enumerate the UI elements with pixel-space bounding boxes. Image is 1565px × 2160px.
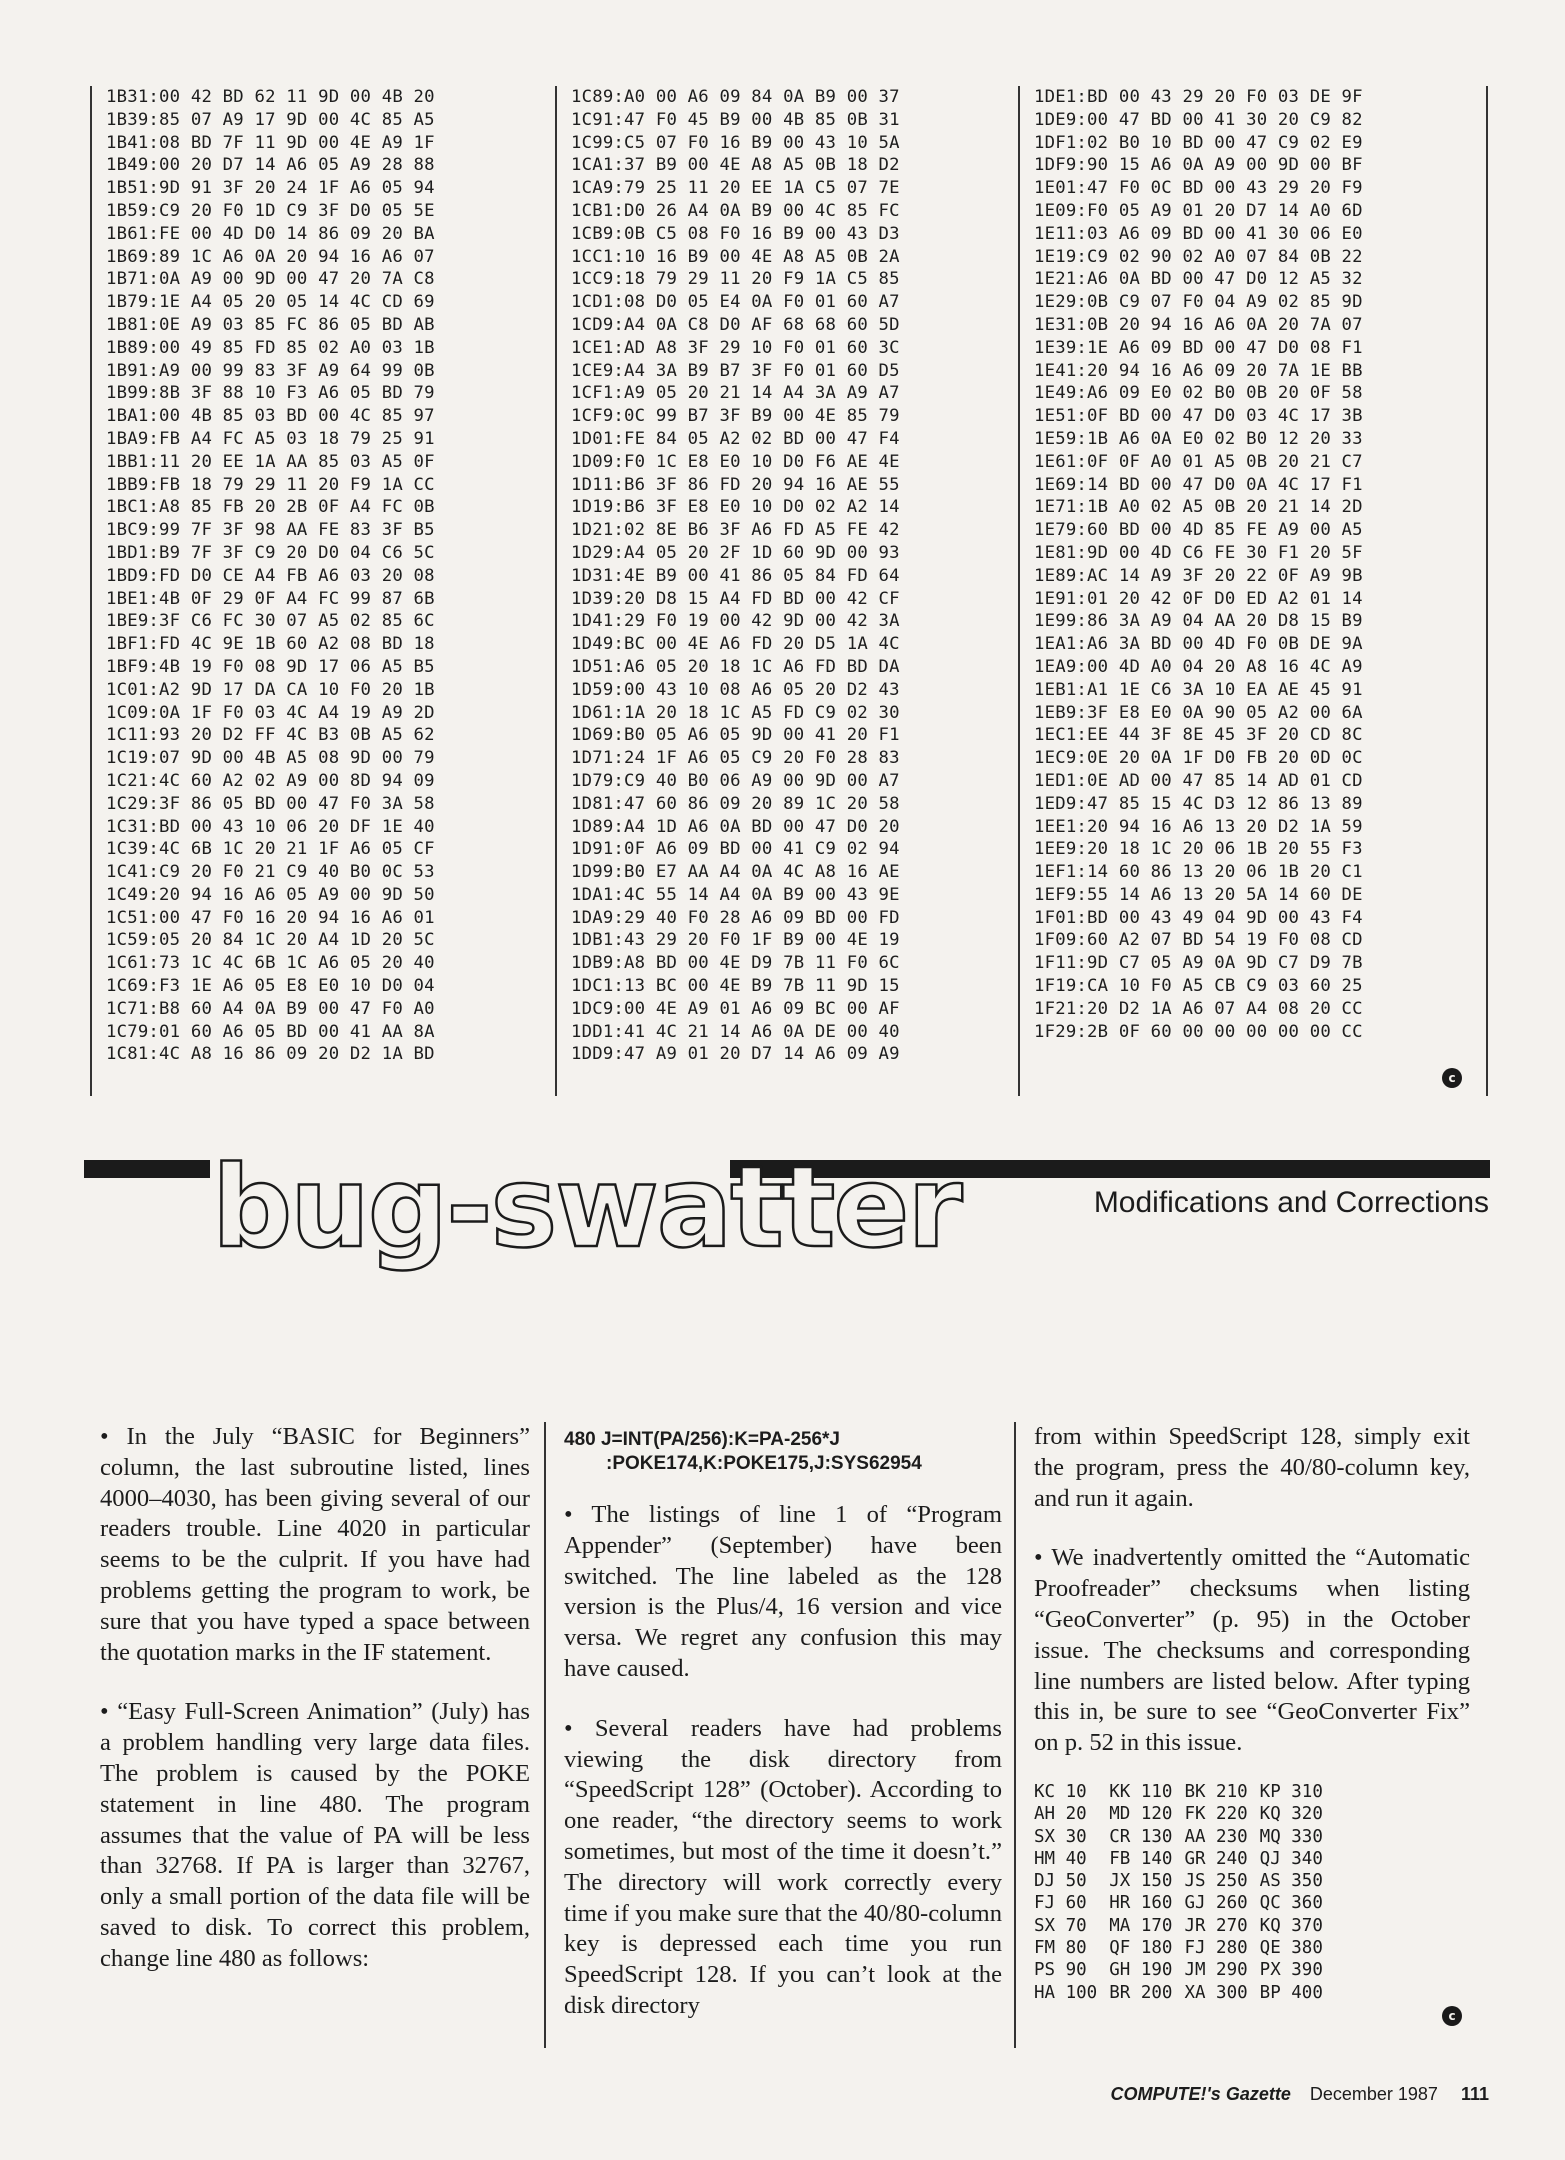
- checksum-entry: KK 110: [1109, 1781, 1173, 1802]
- checksum-entry: MD 120: [1109, 1804, 1173, 1825]
- checksum-entry: SX 70: [1034, 1915, 1087, 1936]
- hex-listing-line: 1BC9:99 7F 3F 98 AA FE 83 3F B5: [106, 520, 435, 541]
- hex-listing-line: 1C01:A2 9D 17 DA CA 10 F0 20 1B: [106, 679, 435, 700]
- speedscript-correction: • Several readers have had problems viewing the disk directory from “SpeedScript 128” (October). According to one reader, “the directory seems to work sometimes, but most of the time it doesn’t.” The directory will work correctly every time if you make sure that the 40/80-column key is depressed each time you run SpeedScript 128. If you can’t look at the disk directory: [564, 1714, 1002, 2019]
- hex-listing-line: 1C69:F3 1E A6 05 E8 E0 10 D0 04: [106, 976, 435, 997]
- hex-listing-line: 1ED9:47 85 15 4C D3 12 86 13 89: [1034, 793, 1363, 814]
- hex-listing-line: 1D71:24 1F A6 05 C9 20 F0 28 83: [571, 748, 900, 769]
- hex-listing-line: 1C91:47 F0 45 B9 00 4B 85 0B 31: [571, 109, 900, 130]
- hex-listing-line: 1BC1:A8 85 FB 20 2B 0F A4 FC 0B: [106, 497, 435, 518]
- hex-listing-line: 1C19:07 9D 00 4B A5 08 9D 00 79: [106, 748, 435, 769]
- hex-listing-line: 1D21:02 8E B6 3F A6 FD A5 FE 42: [571, 520, 900, 541]
- hex-listing-column-3: [1018, 86, 1488, 1096]
- hex-listing-line: 1F21:20 D2 1A A6 07 A4 08 20 CC: [1034, 998, 1363, 1019]
- hex-listing-line: 1CC1:10 16 B9 00 4E A8 A5 0B 2A: [571, 246, 900, 267]
- hex-listing-line: 1C71:B8 60 A4 0A B9 00 47 F0 A0: [106, 998, 435, 1019]
- hex-listing-line: 1D49:BC 00 4E A6 FD 20 D5 1A 4C: [571, 634, 900, 655]
- checksum-entry: KQ 320: [1259, 1804, 1323, 1825]
- hex-listing-line: 1BB1:11 20 EE 1A AA 85 03 A5 0F: [106, 451, 435, 472]
- hex-listing-line: 1E29:0B C9 07 F0 04 A9 02 85 9D: [1034, 292, 1363, 313]
- checksum-entry: QC 360: [1259, 1893, 1323, 1914]
- hex-listing-line: 1CB1:D0 26 A4 0A B9 00 4C 85 FC: [571, 200, 900, 221]
- hex-listing-line: 1B61:FE 00 4D D0 14 86 09 20 BA: [106, 223, 435, 244]
- hex-listing-line: 1B51:9D 91 3F 20 24 1F A6 05 94: [106, 178, 435, 199]
- hex-listing-line: 1C29:3F 86 05 BD 00 47 F0 3A 58: [106, 793, 435, 814]
- hex-listing-line: 1BD9:FD D0 CE A4 FB A6 03 20 08: [106, 565, 435, 586]
- hex-listing-line: 1CA9:79 25 11 20 EE 1A C5 07 7E: [571, 178, 900, 199]
- hex-listing-line: 1D09:F0 1C E8 E0 10 D0 F6 AE 4E: [571, 451, 900, 472]
- hex-listing-line: 1F01:BD 00 43 49 04 9D 00 43 F4: [1034, 907, 1363, 928]
- hex-listing-line: 1B69:89 1C A6 0A 20 94 16 A6 07: [106, 246, 435, 267]
- checksum-entry: FJ 280: [1184, 1938, 1248, 1959]
- hex-listing-line: 1E61:0F 0F A0 01 A5 0B 20 21 C7: [1034, 451, 1363, 472]
- hex-listing-line: 1D89:A4 1D A6 0A BD 00 47 D0 20: [571, 816, 900, 837]
- hex-listing-line: 1E09:F0 05 A9 01 20 D7 14 A0 6D: [1034, 200, 1363, 221]
- hex-listing-line: 1E91:01 20 42 0F D0 ED A2 01 14: [1034, 588, 1363, 609]
- hex-listing-line: 1DF9:90 15 A6 0A A9 00 9D 00 BF: [1034, 155, 1363, 176]
- hex-listing-line: 1C11:93 20 D2 FF 4C B3 0B A5 62: [106, 725, 435, 746]
- text-column-1: [100, 1422, 546, 2048]
- hex-listing-line: 1BB9:FB 18 79 29 11 20 F9 1A CC: [106, 474, 435, 495]
- hex-listing-line: 1D61:1A 20 18 1C A5 FD C9 02 30: [571, 702, 900, 723]
- hex-listing-line: 1BE1:4B 0F 29 0F A4 FC 99 87 6B: [106, 588, 435, 609]
- hex-listing-line: 1C99:C5 07 F0 16 B9 00 43 10 5A: [571, 132, 900, 153]
- text-column-3: [1034, 1422, 1470, 2048]
- hex-listing-line: 1EC1:EE 44 3F 8E 45 3F 20 CD 8C: [1034, 725, 1363, 746]
- checksum-entry: AA 230: [1184, 1826, 1248, 1847]
- checksum-entry: MA 170: [1109, 1915, 1173, 1936]
- hex-listing-line: 1D91:0F A6 09 BD 00 41 C9 02 94: [571, 839, 900, 860]
- checksum-entry: PX 390: [1259, 1960, 1323, 1981]
- page-number: 111: [1460, 2084, 1489, 2104]
- hex-listing-line: 1D51:A6 05 20 18 1C A6 FD BD DA: [571, 656, 900, 677]
- hex-listing-column-1: [90, 86, 550, 1096]
- animation-correction: • “Easy Full-Screen Animation” (July) has a problem handling very large data files. The problem is caused by the POKE statement in line 480. The program assumes that the value of PA will be less than 32768. If PA is larger than 32767, only a small portion of the data file will be saved to disk. To correct this problem, change line 480 as follows:: [100, 1698, 530, 1972]
- hex-listing-line: 1DA1:4C 55 14 A4 0A B9 00 43 9E: [571, 884, 900, 905]
- hex-listing-line: 1C59:05 20 84 1C 20 A4 1D 20 5C: [106, 930, 435, 951]
- checksum-row: [1034, 1915, 1335, 1937]
- program-appender-correction: • The listings of line 1 of “Program Appender” (September) have been switched. The line labeled as the 128 version is the Plus/4, 16 version and vice versa. We regret any confusion this may have caused.: [564, 1501, 1002, 1682]
- checksum-row: [1034, 1803, 1335, 1825]
- hex-listing-line: 1C31:BD 00 43 10 06 20 DF 1E 40: [106, 816, 435, 837]
- checksum-row: [1034, 1892, 1335, 1914]
- hex-listing-line: 1DF1:02 B0 10 BD 00 47 C9 02 E9: [1034, 132, 1363, 153]
- checksum-entry: HA 100: [1034, 1982, 1098, 2003]
- hex-listing-line: 1CB9:0B C5 08 F0 16 B9 00 43 D3: [571, 223, 900, 244]
- hex-listing-line: 1CF1:A9 05 20 21 14 A4 3A A9 A7: [571, 383, 900, 404]
- checksum-entry: JR 270: [1184, 1915, 1248, 1936]
- hex-listing-line: 1B49:00 20 D7 14 A6 05 A9 28 88: [106, 155, 435, 176]
- hex-listing-line: 1F11:9D C7 05 A9 0A 9D C7 D9 7B: [1034, 953, 1363, 974]
- hex-listing-line: 1CE1:AD A8 3F 29 10 F0 01 60 3C: [571, 337, 900, 358]
- checksum-entry: BK 210: [1184, 1781, 1248, 1802]
- hex-listing-line: 1F19:CA 10 F0 A5 CB C9 03 60 25: [1034, 976, 1363, 997]
- checksum-entry: PS 90: [1034, 1960, 1087, 1981]
- hex-listing-line: 1E71:1B A0 02 A5 0B 20 21 14 2D: [1034, 497, 1363, 518]
- code-line-480-part1: 480 J=INT(PA/256):K=PA-256*J: [564, 1429, 840, 1450]
- hex-listing-line: 1E11:03 A6 09 BD 00 41 30 06 E0: [1034, 223, 1363, 244]
- hex-listing-line: 1E51:0F BD 00 47 D0 03 4C 17 3B: [1034, 406, 1363, 427]
- hex-listing-line: 1C79:01 60 A6 05 BD 00 41 AA 8A: [106, 1021, 435, 1042]
- checksum-row: [1034, 1959, 1335, 1981]
- hex-listing-line: 1BF1:FD 4C 9E 1B 60 A2 08 BD 18: [106, 634, 435, 655]
- hex-listing-line: 1E31:0B 20 94 16 A6 0A 20 7A 07: [1034, 314, 1363, 335]
- hex-listing-line: 1EC9:0E 20 0A 1F D0 FB 20 0D 0C: [1034, 748, 1363, 769]
- bug-swatter-logo: bug-swatter: [212, 1143, 961, 1273]
- checksum-row: [1034, 1870, 1335, 1892]
- hex-listing-line: 1B89:00 49 85 FD 85 02 A0 03 1B: [106, 337, 435, 358]
- hex-listing-line: 1DB9:A8 BD 00 4E D9 7B 11 F0 6C: [571, 953, 900, 974]
- checksum-entry: GR 240: [1184, 1848, 1248, 1869]
- hex-listing-line: 1D39:20 D8 15 A4 FD BD 00 42 CF: [571, 588, 900, 609]
- hex-listing-line: 1B81:0E A9 03 85 FC 86 05 BD AB: [106, 314, 435, 335]
- checksum-row: [1034, 1848, 1335, 1870]
- hex-listing-line: 1D41:29 F0 19 00 42 9D 00 42 3A: [571, 611, 900, 632]
- hex-listing-line: 1D19:B6 3F E8 E0 10 D0 02 A2 14: [571, 497, 900, 518]
- checksum-row: [1034, 1826, 1335, 1848]
- hex-listing-line: 1D29:A4 05 20 2F 1D 60 9D 00 93: [571, 542, 900, 563]
- checksum-entry: JX 150: [1109, 1871, 1173, 1892]
- hex-listing-line: 1C41:C9 20 F0 21 C9 40 B0 0C 53: [106, 862, 435, 883]
- hex-listing-line: 1D59:00 43 10 08 A6 05 20 D2 43: [571, 679, 900, 700]
- hex-listing-line: 1DE1:BD 00 43 29 20 F0 03 DE 9F: [1034, 87, 1363, 107]
- hex-listing-line: 1CC9:18 79 29 11 20 F9 1A C5 85: [571, 269, 900, 290]
- checksum-entry: JM 290: [1184, 1960, 1248, 1981]
- checksum-entry: JS 250: [1184, 1871, 1248, 1892]
- checksum-entry: KP 310: [1259, 1781, 1323, 1802]
- hex-listing-line: 1BE9:3F C6 FC 30 07 A5 02 85 6C: [106, 611, 435, 632]
- speedscript-continued: from within SpeedScript 128, simply exit the program, press the 40/80-column key, and run it again.: [1034, 1423, 1470, 1512]
- hex-listing-line: 1D81:47 60 86 09 20 89 1C 20 58: [571, 793, 900, 814]
- checksum-entry: DJ 50: [1034, 1871, 1087, 1892]
- hex-listing-line: 1BA1:00 4B 85 03 BD 00 4C 85 97: [106, 406, 435, 427]
- hex-listing-line: 1E69:14 BD 00 47 D0 0A 4C 17 F1: [1034, 474, 1363, 495]
- checksum-entry: AS 350: [1259, 1871, 1323, 1892]
- hex-listing-line: 1DD1:41 4C 21 14 A6 0A DE 00 40: [571, 1021, 900, 1042]
- hex-listing-line: 1B79:1E A4 05 20 05 14 4C CD 69: [106, 292, 435, 313]
- hex-listing-line: 1E21:A6 0A BD 00 47 D0 12 A5 32: [1034, 269, 1363, 290]
- hex-listing-line: 1D99:B0 E7 AA A4 0A 4C A8 16 AE: [571, 862, 900, 883]
- checksum-entry: CR 130: [1109, 1826, 1173, 1847]
- hex-listing-line: 1DD9:47 A9 01 20 D7 14 A6 09 A9: [571, 1044, 900, 1065]
- checksum-row: [1034, 1982, 1335, 2004]
- hex-listing-line: 1B71:0A A9 00 9D 00 47 20 7A C8: [106, 269, 435, 290]
- hex-listing-line: 1DE9:00 47 BD 00 41 30 20 C9 82: [1034, 109, 1363, 130]
- hex-listing-line: 1B99:8B 3F 88 10 F3 A6 05 BD 79: [106, 383, 435, 404]
- hex-listing-line: 1E79:60 BD 00 4D 85 FE A9 00 A5: [1034, 520, 1363, 541]
- hex-listing-line: 1C81:4C A8 16 86 09 20 D2 1A BD: [106, 1044, 435, 1065]
- basic-for-beginners-correction: • In the July “BASIC for Beginners” column, the last subroutine listed, lines 4000–4030, has been giving several of our readers trouble. Line 4020 in particular seems to be the culprit. If you have had problems getting the program to work, be sure that you have typed a space between the quotation marks in the IF statement.: [100, 1423, 530, 1666]
- hex-listing-line: 1C49:20 94 16 A6 05 A9 00 9D 50: [106, 884, 435, 905]
- checksum-entry: FJ 60: [1034, 1893, 1087, 1914]
- hex-listing-line: 1B39:85 07 A9 17 9D 00 4C 85 A5: [106, 109, 435, 130]
- checksum-table: [1034, 1781, 1335, 2004]
- hex-listing-line: 1E81:9D 00 4D C6 FE 30 F1 20 5F: [1034, 542, 1363, 563]
- hex-listing-line: 1BD1:B9 7F 3F C9 20 D0 04 C6 5C: [106, 542, 435, 563]
- hex-listing-line: 1DA9:29 40 F0 28 A6 09 BD 00 FD: [571, 907, 900, 928]
- hex-listing-line: 1DC1:13 BC 00 4E B9 7B 11 9D 15: [571, 976, 900, 997]
- hex-listing-line: 1C89:A0 00 A6 09 84 0A B9 00 37: [571, 87, 900, 107]
- checksum-entry: FK 220: [1184, 1804, 1248, 1825]
- geoconverter-correction: • We inadvertently omitted the “Automatic Proofreader” checksums when listing “GeoConverter” (p. 95) in the October issue. The checksums and corresponding line numbers are listed below. After typing this in, be sure to see “GeoConverter Fix” on p. 52 in this issue.: [1034, 1544, 1470, 1757]
- hex-listing-line: 1DC9:00 4E A9 01 A6 09 BC 00 AF: [571, 998, 900, 1019]
- issue-date: December 1987: [1309, 2084, 1438, 2104]
- hex-listing-line: 1F29:2B 0F 60 00 00 00 00 00 CC: [1034, 1021, 1363, 1042]
- hex-listing-line: 1C39:4C 6B 1C 20 21 1F A6 05 CF: [106, 839, 435, 860]
- hex-listing-line: 1EF1:14 60 86 13 20 06 1B 20 C1: [1034, 862, 1363, 883]
- checksum-entry: XA 300: [1184, 1982, 1248, 2003]
- hex-listing-line: 1F09:60 A2 07 BD 54 19 F0 08 CD: [1034, 930, 1363, 951]
- hex-listing-line: 1E49:A6 09 E0 02 B0 0B 20 0F 58: [1034, 383, 1363, 404]
- hex-listing-line: 1D79:C9 40 B0 06 A9 00 9D 00 A7: [571, 770, 900, 791]
- hex-listing-line: 1EB1:A1 1E C6 3A 10 EA AE 45 91: [1034, 679, 1363, 700]
- page-footer: [1111, 2084, 1489, 2105]
- hex-listing-line: 1EF9:55 14 A6 13 20 5A 14 60 DE: [1034, 884, 1363, 905]
- hex-listing-line: 1BA9:FB A4 FC A5 03 18 79 25 91: [106, 428, 435, 449]
- hex-listing-line: 1E01:47 F0 0C BD 00 43 29 20 F9: [1034, 178, 1363, 199]
- checksum-entry: FM 80: [1034, 1938, 1087, 1959]
- checksum-entry: SX 30: [1034, 1826, 1087, 1847]
- hex-listing-line: 1C09:0A 1F F0 03 4C A4 19 A9 2D: [106, 702, 435, 723]
- hex-listing-line: 1C51:00 47 F0 16 20 94 16 A6 01: [106, 907, 435, 928]
- end-of-article-icon: c: [1442, 2006, 1462, 2026]
- hex-listing-line: 1E59:1B A6 0A E0 02 B0 12 20 33: [1034, 428, 1363, 449]
- checksum-entry: HR 160: [1109, 1893, 1173, 1914]
- checksum-entry: GH 190: [1109, 1960, 1173, 1981]
- hex-listing-column-2: [555, 86, 1015, 1096]
- checksum-entry: BR 200: [1109, 1982, 1173, 2003]
- hex-listing-line: 1CA1:37 B9 00 4E A8 A5 0B 18 D2: [571, 155, 900, 176]
- hex-listing-line: 1E41:20 94 16 A6 09 20 7A 1E BB: [1034, 360, 1363, 381]
- magazine-name: COMPUTE!'s Gazette: [1110, 2084, 1291, 2104]
- hex-listing-line: 1CD9:A4 0A C8 D0 AF 68 68 60 5D: [571, 314, 900, 335]
- hex-listing-line: 1CD1:08 D0 05 E4 0A F0 01 60 A7: [571, 292, 900, 313]
- code-line-480-part2: :POKE174,K:POKE175,J:SYS62954: [606, 1453, 922, 1474]
- hex-listing-line: 1CF9:0C 99 B7 3F B9 00 4E 85 79: [571, 406, 900, 427]
- hex-listing-line: 1D31:4E B9 00 41 86 05 84 FD 64: [571, 565, 900, 586]
- end-of-listing-icon: c: [1442, 1068, 1462, 1088]
- hex-listing-line: 1CE9:A4 3A B9 B7 3F F0 01 60 D5: [571, 360, 900, 381]
- hex-listing-line: 1ED1:0E AD 00 47 85 14 AD 01 CD: [1034, 770, 1363, 791]
- checksum-row: [1034, 1781, 1335, 1803]
- checksum-entry: MQ 330: [1259, 1826, 1323, 1847]
- hex-listing-line: 1E89:AC 14 A9 3F 20 22 0F A9 9B: [1034, 565, 1363, 586]
- checksum-entry: GJ 260: [1184, 1893, 1248, 1914]
- hex-listing-line: 1E99:86 3A A9 04 AA 20 D8 15 B9: [1034, 611, 1363, 632]
- checksum-entry: QJ 340: [1259, 1848, 1323, 1869]
- banner-subtitle: Modifications and Corrections: [1093, 1186, 1489, 1219]
- checksum-entry: QF 180: [1109, 1938, 1173, 1959]
- checksum-entry: QE 380: [1259, 1938, 1323, 1959]
- hex-listing-line: 1BF9:4B 19 F0 08 9D 17 06 A5 B5: [106, 656, 435, 677]
- hex-listing-line: 1C21:4C 60 A2 02 A9 00 8D 94 09: [106, 770, 435, 791]
- hex-listing-line: 1D01:FE 84 05 A2 02 BD 00 47 F4: [571, 428, 900, 449]
- checksum-entry: KQ 370: [1259, 1915, 1323, 1936]
- hex-listing-line: 1EA1:A6 3A BD 00 4D F0 0B DE 9A: [1034, 634, 1363, 655]
- hex-listing-line: 1EE1:20 94 16 A6 13 20 D2 1A 59: [1034, 816, 1363, 837]
- hex-listing-line: 1B41:08 BD 7F 11 9D 00 4E A9 1F: [106, 132, 435, 153]
- checksum-row: [1034, 1937, 1335, 1959]
- hex-listing-line: 1EE9:20 18 1C 20 06 1B 20 55 F3: [1034, 839, 1363, 860]
- hex-listing-line: 1EA9:00 4D A0 04 20 A8 16 4C A9: [1034, 656, 1363, 677]
- code-line-480: [564, 1428, 1002, 1476]
- checksum-entry: AH 20: [1034, 1804, 1087, 1825]
- text-column-2: [564, 1422, 1016, 2048]
- hex-listing-line: 1EB9:3F E8 E0 0A 90 05 A2 00 6A: [1034, 702, 1363, 723]
- hex-listing-line: 1B59:C9 20 F0 1D C9 3F D0 05 5E: [106, 200, 435, 221]
- hex-listing-line: 1C61:73 1C 4C 6B 1C A6 05 20 40: [106, 953, 435, 974]
- hex-listing-line: 1B91:A9 00 99 83 3F A9 64 99 0B: [106, 360, 435, 381]
- hex-listing-line: 1DB1:43 29 20 F0 1F B9 00 4E 19: [571, 930, 900, 951]
- checksum-entry: FB 140: [1109, 1848, 1173, 1869]
- hex-listing-line: 1D11:B6 3F 86 FD 20 94 16 AE 55: [571, 474, 900, 495]
- hex-listing-line: 1E39:1E A6 09 BD 00 47 D0 08 F1: [1034, 337, 1363, 358]
- hex-listing-line: 1D69:B0 05 A6 05 9D 00 41 20 F1: [571, 725, 900, 746]
- checksum-entry: KC 10: [1034, 1781, 1087, 1802]
- checksum-entry: BP 400: [1259, 1982, 1323, 2003]
- hex-listing-line: 1E19:C9 02 90 02 A0 07 84 0B 22: [1034, 246, 1363, 267]
- checksum-entry: HM 40: [1034, 1848, 1087, 1869]
- hex-listing-line: 1B31:00 42 BD 62 11 9D 00 4B 20: [106, 87, 435, 107]
